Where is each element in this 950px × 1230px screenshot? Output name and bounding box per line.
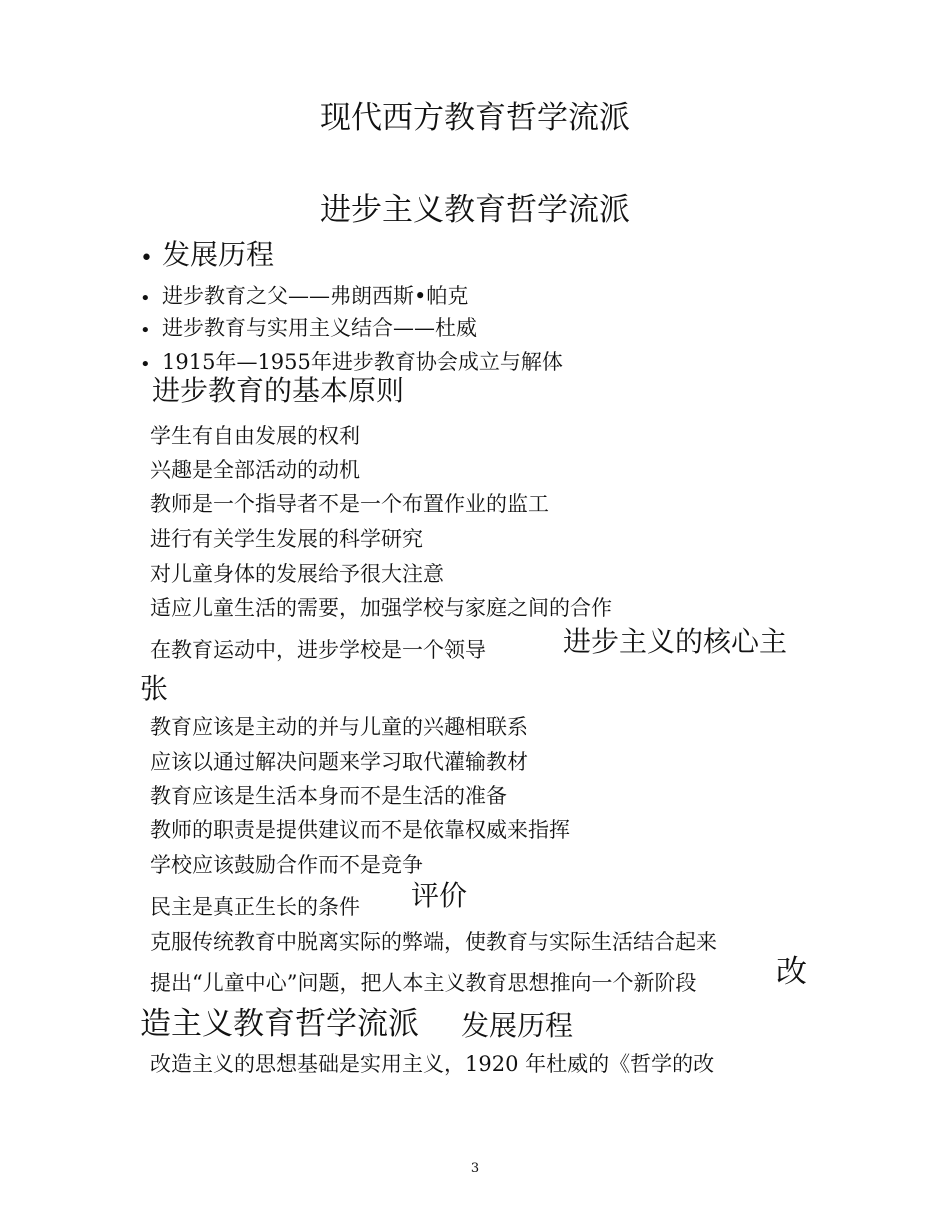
principle-item: 对儿童身体的发展给予很大注意 — [150, 562, 444, 586]
core-heading: 进步主义的核心主 — [563, 625, 788, 658]
principle-item: 在教育运动中，进步学校是一个领导 — [150, 638, 486, 662]
bullet-icon: • — [140, 246, 153, 271]
reconstruction-paragraph: 改造主义的思想基础是实用主义，1920 年杜威的《哲学的改 — [150, 1052, 715, 1076]
bullet-icon: • — [140, 354, 151, 375]
core-item: 教师的职责是提供建议而不是依靠权威来指挥 — [150, 818, 570, 842]
evaluation-item: 提出“儿童中心”问题，把人本主义教育思想推向一个新阶段 — [150, 971, 697, 995]
principle-item: 学生有自由发展的权利 — [150, 424, 360, 448]
reconstruction-heading-continuation: 造主义教育哲学流派 — [140, 1006, 419, 1042]
reconstruction-heading: 改 — [776, 954, 807, 990]
development-heading: 发展历程 — [162, 238, 275, 271]
core-item: 教育应该是生活本身而不是生活的准备 — [150, 784, 507, 808]
evaluation-item: 克服传统教育中脱离实际的弊端，使教育与实际生活结合起来 — [150, 930, 717, 954]
core-heading-continuation: 张 — [140, 672, 169, 705]
core-item: 应该以通过解决问题来学习取代灌输教材 — [150, 750, 528, 774]
principle-item: 适应儿童生活的需要，加强学校与家庭之间的合作 — [150, 596, 612, 620]
evaluation-heading: 评价 — [411, 879, 468, 912]
core-item: 学校应该鼓励合作而不是竞争 — [150, 853, 423, 877]
reconstruction-development-heading: 发展历程 — [461, 1009, 574, 1042]
bullet-icon: • — [140, 288, 151, 309]
development-item: 进步教育之父——弗朗西斯•帕克 — [162, 284, 469, 308]
core-item: 教育应该是主动的并与儿童的兴趣相联系 — [150, 715, 528, 739]
principle-item: 兴趣是全部活动的动机 — [150, 458, 360, 482]
principles-heading: 进步教育的基本原则 — [152, 374, 405, 407]
principle-item: 教师是一个指导者不是一个布置作业的监工 — [150, 492, 549, 516]
section-heading-progressive: 进步主义教育哲学流派 — [320, 192, 630, 228]
development-item: 1915年—1955年进步教育协会成立与解体 — [162, 350, 563, 374]
principle-item: 进行有关学生发展的科学研究 — [150, 527, 423, 551]
development-item: 进步教育与实用主义结合——杜威 — [162, 316, 477, 340]
page-number: 3 — [470, 1161, 480, 1176]
bullet-icon: • — [140, 320, 151, 341]
document-title: 现代西方教育哲学流派 — [320, 100, 630, 136]
core-item: 民主是真正生长的条件 — [150, 895, 360, 919]
